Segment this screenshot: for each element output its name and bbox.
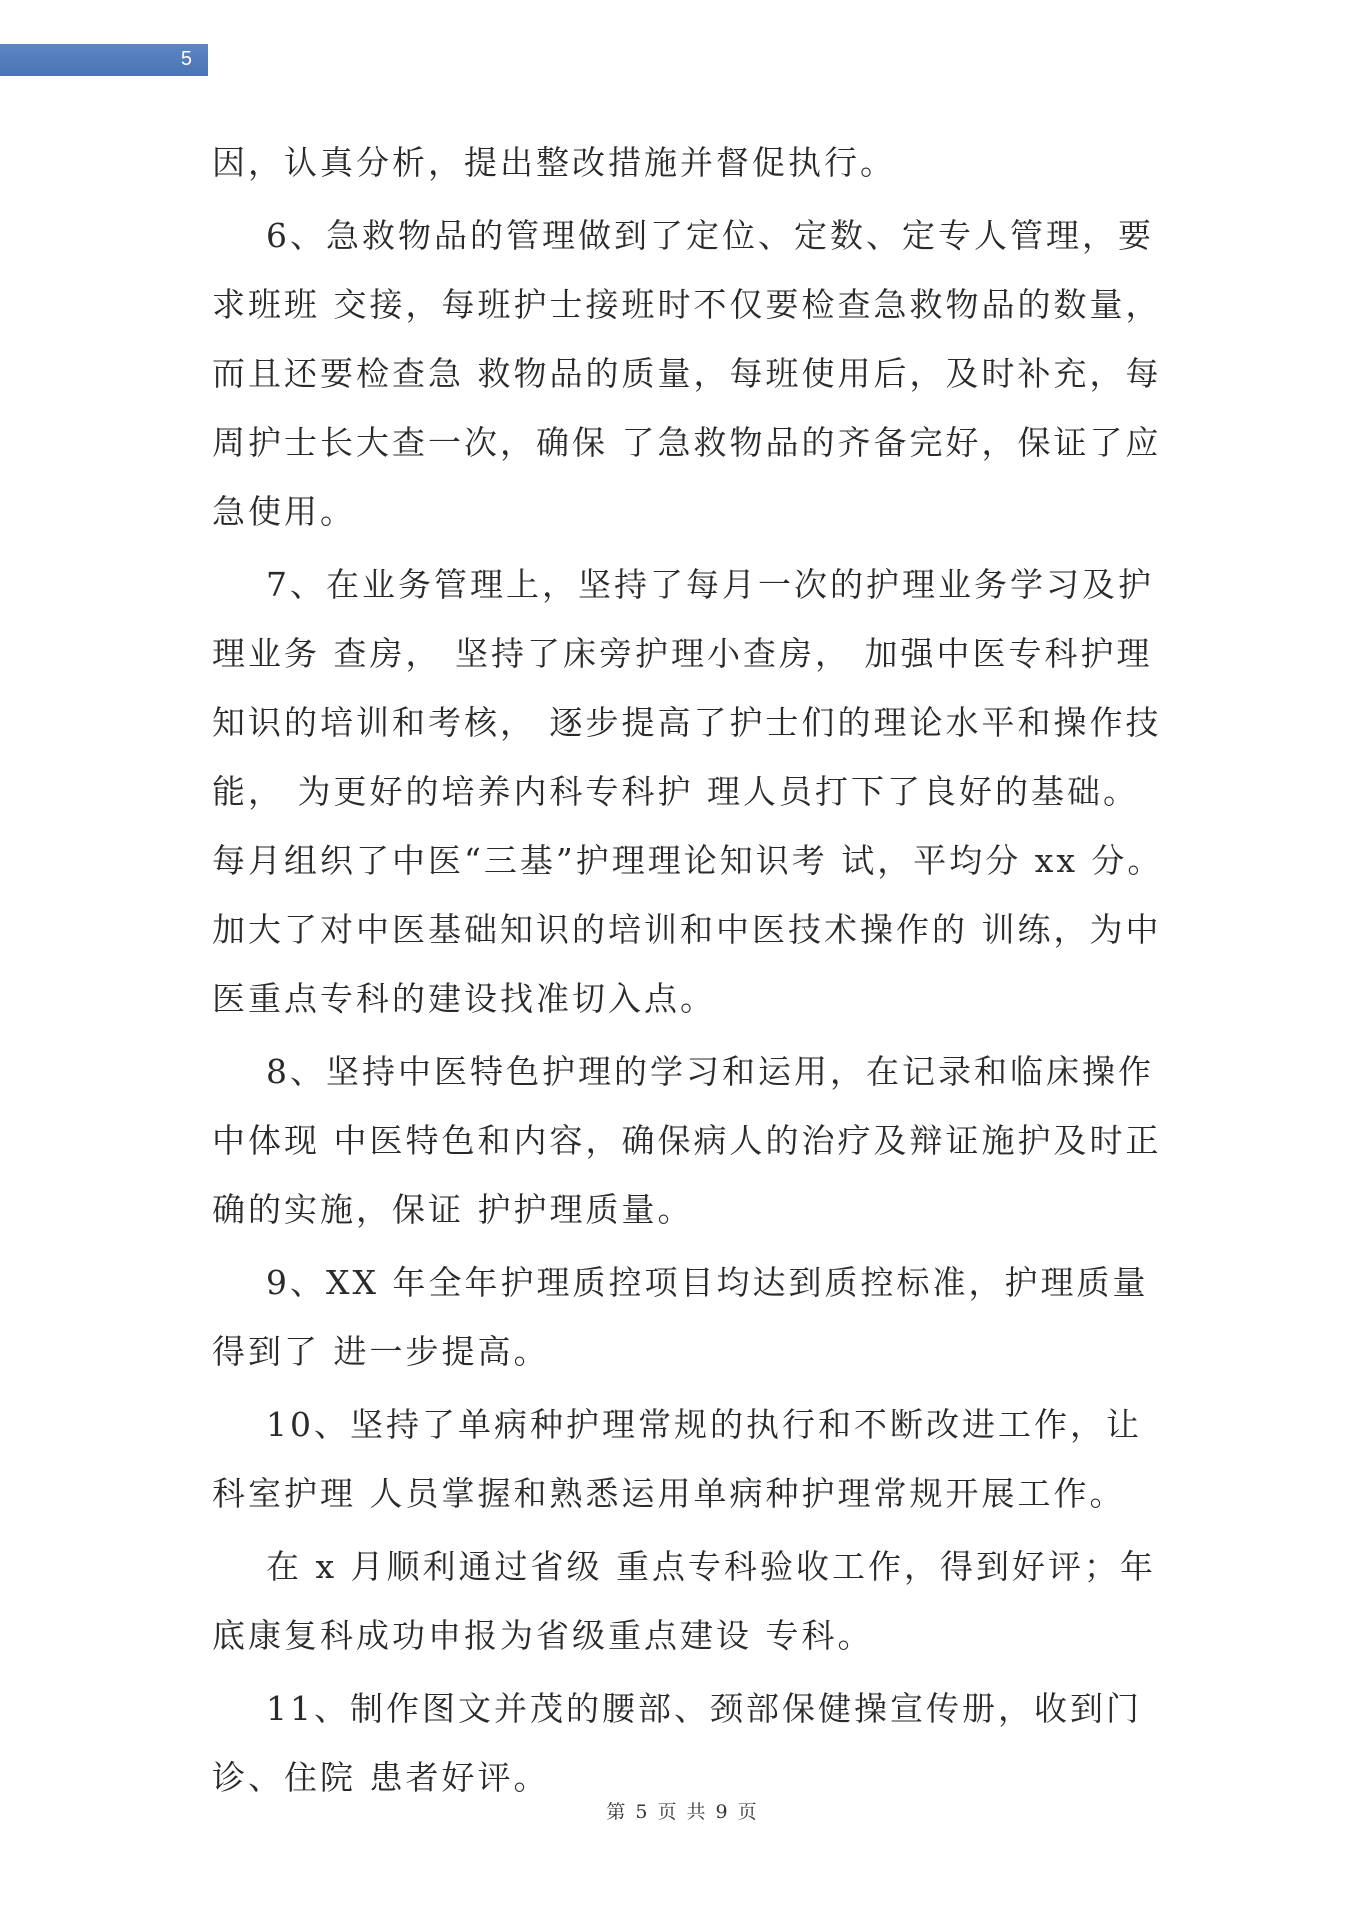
- paragraph: 6、急救物品的管理做到了定位、定数、定专人管理，要求班班 交接，每班护士接班时不仅要检查急救物品的数量，而且还要检查急 救物品的质量，每班使用后，及时补充，每周护士长大查一次，确保 了急救物品的齐备完好，保证了应急使用。: [212, 216, 1162, 531]
- page-number-badge: [0, 44, 208, 76]
- page-footer: 第 5 页 共 9 页: [606, 1801, 759, 1823]
- paragraph: 7、在业务管理上，坚持了每月一次的护理业务学习及护理业务 查房， 坚持了床旁护理小查房， 加强中医专科护理知识的培训和考核， 逐步提高了护士们的理论水平和操作技能， 为更好的培养内科专科护 理人员打下了良好的基础。每月组织了中医“三基”护理理论知识考 试，平均分 xx 分。加大了对中医基础知识的培训和中医技术操作的 训练，为中医重点专科的建设找准切入点。: [212, 565, 1164, 1018]
- paragraph: 因，认真分析，提出整改措施并督促执行。: [212, 143, 896, 182]
- paragraph: 8、坚持中医特色护理的学习和运用，在记录和临床操作中体现 中医特色和内容，确保病人的治疗及辩证施护及时正确的实施，保证 护护理质量。: [212, 1052, 1162, 1229]
- paragraph: 在 x 月顺利通过省级 重点专科验收工作，得到好评；年底康复科成功申报为省级重点建设 专科。: [212, 1547, 1157, 1655]
- document-body: [212, 128, 1170, 1816]
- paragraph: 10、坚持了单病种护理常规的执行和不断改进工作，让科室护理 人员掌握和熟悉运用单病种护理常规开展工作。: [212, 1405, 1142, 1513]
- paragraph: 9、XX 年全年护理质控项目均达到质控标准，护理质量得到了 进一步提高。: [212, 1263, 1149, 1371]
- paragraph: 11、制作图文并茂的腰部、颈部保健操宣传册，收到门诊、住院 患者好评。: [212, 1689, 1142, 1797]
- page-number: 5: [180, 48, 192, 70]
